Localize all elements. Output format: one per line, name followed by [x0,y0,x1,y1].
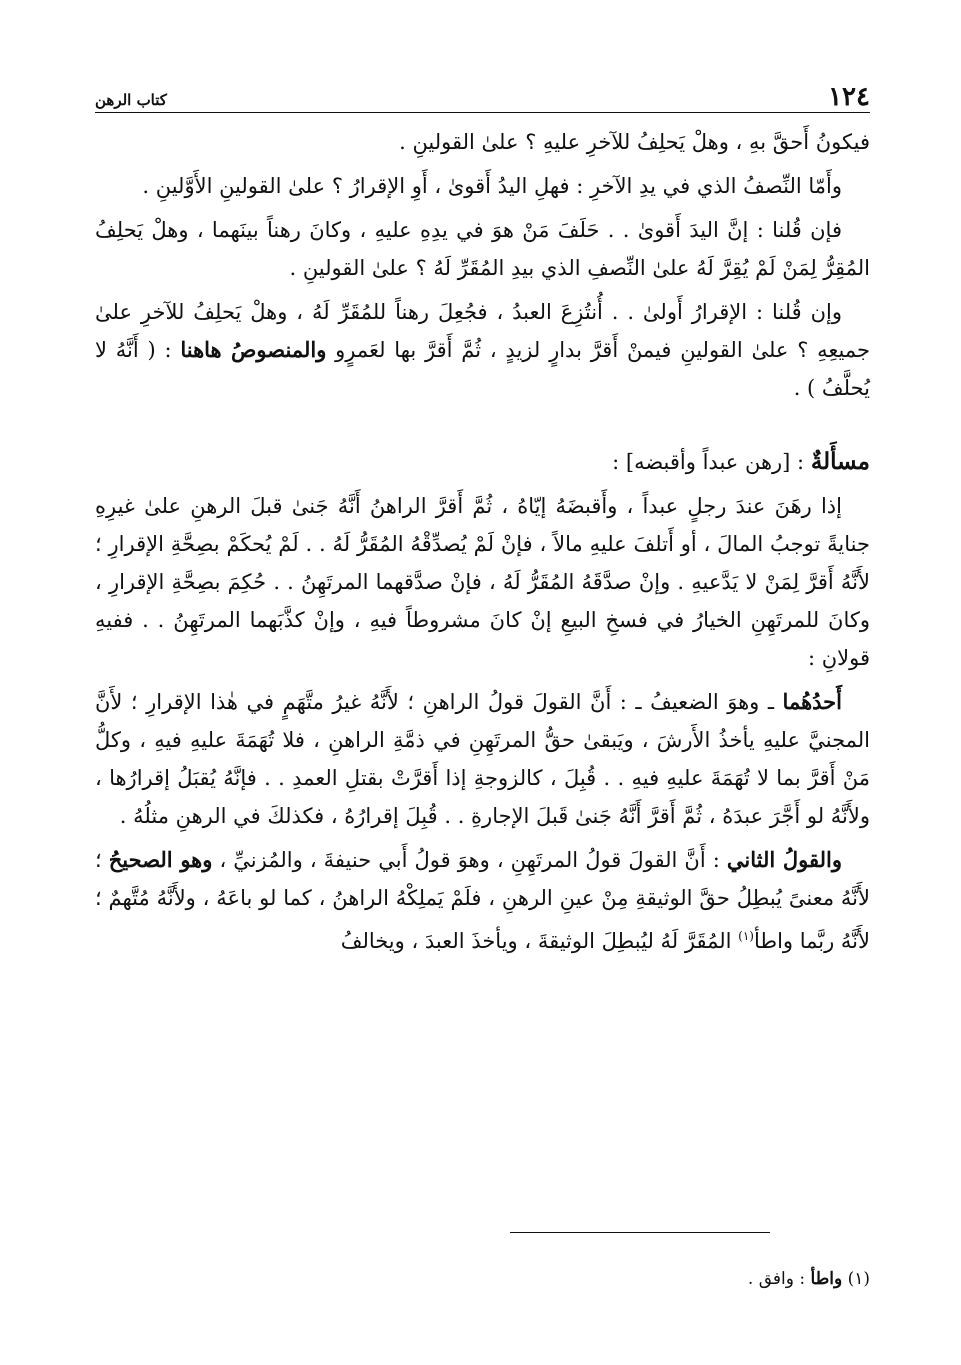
paragraph-7-text-a: : أَنَّ القولَ قولُ المرتَهِنِ ، وهوَ قولُ أَبي حنيفةَ ، والمُزنيِّ ، [212,848,727,872]
paragraph-6 [95,683,870,835]
paragraph-6-text: ـ وهوَ الضعيفُ ـ : أَنَّ القولَ قولُ الراهنِ ؛ لأَنَّهُ غيرُ متَّهَمٍ في هٰذا الإقرارِ ؛ لأَنَّ المجنيَّ عليهِ يأخذُ الأَرشَ ، ويَبقىٰ حقُّ المرتَهِنِ في ذمَّةِ الراهنِ ، فلا تُهَمَةَ عليهِ فيهِ ، وكلُّ مَنْ أَقرَّ بما لا تُهَمَةَ عليهِ فيهِ . . قُبِلَ ، كالزوجةِ إذا أَقرَّتْ بقتلِ العمدِ . . فإنَّهُ يُقبَلُ إقرارُها ، ولأَنَّهُ لو أَجَّرَ عبدَهُ ، ثُمَّ أَقرَّ أَنَّهُ جَنىٰ قَبلَ الإجارةِ . . قُبِلَ إقرارُهُ ، فكذلكَ في الرهنِ مثلُهُ . [95,690,870,828]
paragraph-7-bold-1: والقولُ الثاني [726,847,842,872]
page-body [95,123,870,960]
paragraph-3: فإن قُلنا : إنَّ اليدَ أَقوىٰ . . حَلَفَ مَنْ هوَ في يدِهِ عليهِ ، وكانَ رهناً بينَهما ، وهلْ يَحلِفُ المُقِرُّ لِمَنْ لَمْ يُقِرَّ لَهُ علىٰ النِّصفِ الذي بيدِ المُقَرِّ لَهُ ؟ علىٰ القولينِ . [95,218,870,280]
paragraph-7-text-b: ؛ لأَنَّهُ معنىً يُبطِلُ حقَّ الوثيقةِ مِنْ عينِ الرهنِ ، فلَمْ يَملِكْهُ الراهنُ ، كما لو باعَهُ ، ولأَنَّهُ مُتَّهمٌ ؛ لأَنَّهُ ربَّما واطأ [95,848,870,953]
running-title: كتاب الرهن [95,91,167,109]
paragraph-5: إذا رهَنَ عندَ رجلٍ عبداً ، وأَقبضَهُ إيّاهُ ، ثُمَّ أَقرَّ الراهنُ أَنَّهُ جَنىٰ قبلَ الرهنِ علىٰ غيرِهِ جنايةً توجبُ المالَ ، أو أَتلفَ عليهِ مالاً ، فإنْ لَمْ يُصدِّقْهُ المُقَرُّ لَهُ . . لَمْ يُحكَمْ بصِحَّةِ الإقرارِ ؛ لأَنَّهُ أَقرَّ لِمَنْ لا يَدَّعيهِ . وإنْ صدَّقَهُ المُقَرُّ لَهُ ، فإنْ صدَّقهما المرتَهِنُ . . حُكِمَ بصِحَّةِ الإقرارِ ، وكانَ للمرتَهِنِ الخيارُ في فسخِ البيعِ إنْ كانَ مشروطاً فيهِ ، وإنْ كذَّبَهما المرتَهِنُ . . ففيهِ قولانِ : [95,494,870,670]
paragraph-4-bold: والمنصوصُ هاهنا [180,337,327,362]
masala-subtitle: : [رهن عبداً وأقبضه] : [612,450,811,474]
paragraph-1: فيكونُ أَحقَّ بهِ ، وهلْ يَحلِفُ للآخرِ عليهِ ؟ علىٰ القولينِ . [399,130,870,154]
page-header [95,78,870,113]
page-number: ١٢٤ [828,82,870,112]
paragraph-4-text-b: : ( أَنَّهُ لا يُحلَّفُ ) . [95,338,870,400]
paragraph-6-bold: أَحدُهُما [782,689,842,714]
paragraph-7-text-c: المُقَرَّ لَهُ ليُبطِلَ الوثيقةَ ، ويأخذَ العبدَ ، ويخالفُ [340,929,739,953]
section-spacer [95,413,870,443]
paragraph-4 [95,293,870,407]
footnote-reference[interactable]: (١) [738,929,754,943]
paragraph-2: وأَمّا النِّصفُ الذي في يدِ الآخرِ : فهلِ اليدُ أَقوىٰ ، أَوِ الإقرارُ ؟ علىٰ القولينِ الأَوَّلينِ . [142,174,842,198]
footnote [748,1266,870,1292]
paragraph-4-text-a: وإن قُلنا : الإقرارُ أَولىٰ . . أُنتُزِعَ العبدُ ، فجُعِلَ رهناً للمُقَرِّ لَهُ ، وهلْ يَحلِفُ للآخرِ علىٰ جميعِهِ ؟ علىٰ القولينِ فيمنْ أَقرَّ بدارٍ لزيدٍ ، ثُمَّ أَقرَّ بها لعَمرٍو [95,300,870,362]
masala-title: مسأَلةٌ [810,448,870,475]
page [95,78,870,966]
paragraph-7 [95,841,870,960]
masala-heading [95,443,870,481]
footnote-marker: (١) [847,1269,870,1289]
footnote-divider [510,1232,770,1233]
paragraph-7-bold-2: وهو الصحيحُ [108,847,213,872]
footnote-text: : وافق . [747,1269,811,1289]
footnote-term: واطأ [810,1269,843,1289]
